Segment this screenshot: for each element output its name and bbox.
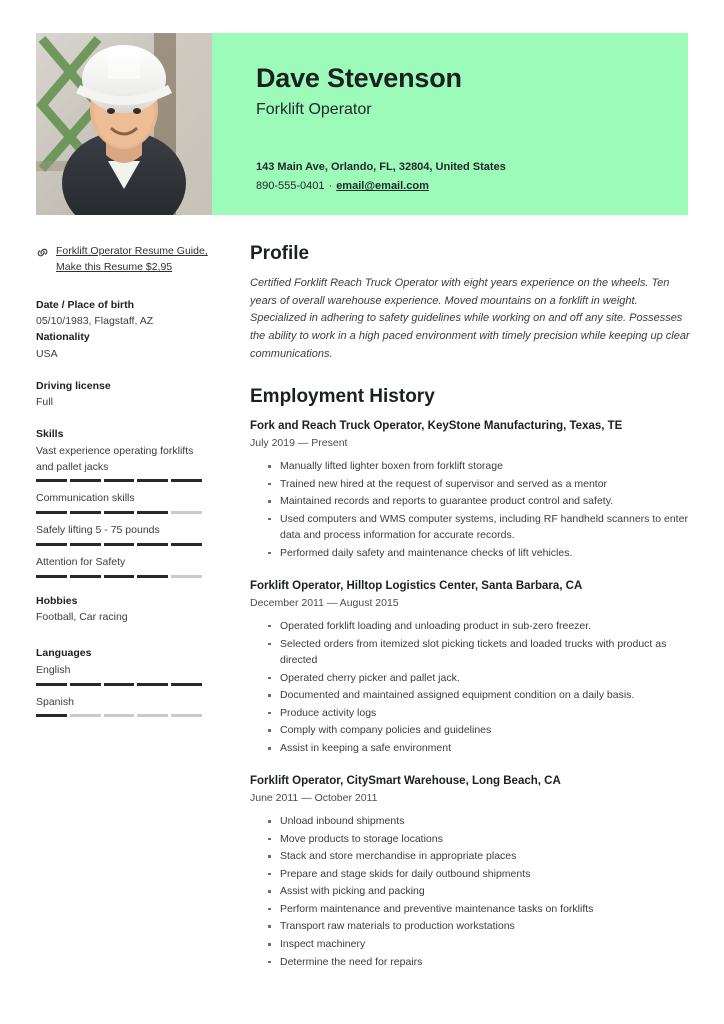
job-duty-item: Prepare and stage skids for daily outbound shipments	[268, 866, 690, 883]
language-name: English	[36, 663, 71, 676]
sidebar-group-driving-license	[36, 379, 208, 412]
job-duty-item: Documented and maintained assigned equipment condition on a daily basis.	[268, 687, 690, 704]
rating-segment	[70, 683, 101, 686]
job-duty-item: Performed daily safety and maintenance checks of lift vehicles.	[268, 545, 690, 562]
rating-segment	[171, 714, 202, 717]
rating-segment	[104, 543, 135, 546]
language-rating	[36, 714, 202, 717]
job-duty-item: Maintained records and reports to guarantee product control and safety.	[268, 493, 690, 510]
rating-segment	[104, 511, 135, 514]
employment-history-section	[250, 386, 690, 970]
nationality-label: Nationality	[36, 331, 90, 344]
skill-rating	[36, 511, 202, 514]
rating-segment	[104, 683, 135, 686]
resume-header	[36, 33, 688, 215]
skill-name: Vast experience operating forklifts and pallet jacks	[36, 444, 194, 473]
rating-segment	[171, 511, 202, 514]
job-entry-title: Forklift Operator, CitySmart Warehouse, Long Beach, CA	[250, 774, 561, 787]
skill-item	[36, 555, 208, 578]
job-duty-item: Determine the need for repairs	[268, 954, 690, 971]
skill-rating	[36, 479, 202, 482]
phone-number: 890-555-0401	[256, 180, 325, 193]
job-entry-dates: July 2019 — Present	[250, 437, 348, 450]
rating-segment	[137, 683, 168, 686]
hobbies-heading: Hobbies	[36, 594, 78, 607]
birth-label: Date / Place of birth	[36, 298, 135, 311]
rating-segment	[137, 714, 168, 717]
rating-segment	[137, 543, 168, 546]
job-duties-list	[250, 618, 690, 757]
rating-segment	[36, 575, 67, 578]
skill-name: Safely lifting 5 - 75 pounds	[36, 524, 160, 537]
sidebar	[36, 243, 208, 733]
job-duty-item: Trained new hired at the request of supervisor and served as a mentor	[268, 476, 690, 493]
rating-segment	[104, 714, 135, 717]
rating-segment	[70, 543, 101, 546]
rating-segment	[36, 511, 67, 514]
skill-name: Communication skills	[36, 492, 135, 505]
job-entry-title: Forklift Operator, Hilltop Logistics Center, Santa Barbara, CA	[250, 579, 583, 592]
job-title: Forklift Operator	[256, 101, 372, 119]
nationality-value: USA	[36, 347, 58, 360]
rating-segment	[171, 479, 202, 482]
contact-phone-email	[256, 177, 688, 196]
profile-heading: Profile	[250, 243, 310, 264]
job-duty-item: Assist with picking and packing	[268, 883, 690, 900]
rating-segment	[36, 543, 67, 546]
header-identity-block	[212, 33, 688, 215]
rating-segment	[36, 714, 67, 717]
rating-segment	[171, 543, 202, 546]
resume-links-block	[36, 243, 208, 276]
language-rating	[36, 683, 202, 686]
sidebar-group-skills	[36, 427, 208, 578]
job-duty-item: Unload inbound shipments	[268, 813, 690, 830]
rating-segment	[36, 479, 67, 482]
contact-separator: ·	[328, 180, 333, 193]
job-duty-item: Transport raw materials to production workstations	[268, 918, 690, 935]
main-content	[250, 243, 690, 986]
resume-links-text	[56, 243, 208, 276]
language-item	[36, 663, 208, 686]
portrait-photo-icon	[36, 33, 212, 215]
job-entry	[250, 578, 690, 757]
hobbies-value: Football, Car racing	[36, 611, 128, 624]
job-duty-item: Operated forklift loading and unloading product in sub-zero freezer.	[268, 618, 690, 635]
make-this-resume-link[interactable]: Make this Resume $2,95	[56, 261, 173, 274]
job-duty-item: Comply with company policies and guidelines	[268, 722, 690, 739]
driving-license-value: Full	[36, 396, 53, 409]
job-entry-dates: December 2011 — August 2015	[250, 597, 399, 610]
rating-segment	[137, 575, 168, 578]
job-duty-item: Used computers and WMS computer systems, including RF handheld scanners to enter data and process information for accurate records.	[268, 511, 690, 544]
employment-history-heading: Employment History	[250, 385, 435, 407]
language-name: Spanish	[36, 695, 74, 708]
rating-segment	[70, 479, 101, 482]
skill-name: Attention for Safety	[36, 555, 126, 568]
job-duty-item: Move products to storage locations	[268, 831, 690, 848]
job-duty-item: Perform maintenance and preventive maintenance tasks on forklifts	[268, 901, 690, 918]
skill-rating	[36, 575, 202, 578]
job-entry-title: Fork and Reach Truck Operator, KeyStone Manufacturing, Texas, TE	[250, 419, 623, 432]
rating-segment	[70, 511, 101, 514]
email-link[interactable]: email@email.com	[336, 180, 429, 193]
sidebar-group-languages	[36, 646, 208, 717]
job-duties-list	[250, 813, 690, 970]
rating-segment	[104, 575, 135, 578]
job-entry-dates: June 2011 — October 2011	[250, 792, 378, 805]
rating-segment	[171, 683, 202, 686]
rating-segment	[36, 683, 67, 686]
sidebar-group-hobbies	[36, 594, 208, 627]
rating-segment	[104, 479, 135, 482]
languages-heading: Languages	[36, 647, 92, 660]
job-duty-item: Selected orders from itemized slot picking tickets and loaded trucks with product as directed	[268, 636, 690, 669]
contact-details	[256, 158, 688, 197]
job-duty-item: Manually lifted lighter boxen from forklift storage	[268, 458, 690, 475]
rating-segment	[70, 575, 101, 578]
rating-segment	[171, 575, 202, 578]
job-duty-item: Inspect machinery	[268, 936, 690, 953]
sidebar-group-birth	[36, 298, 208, 363]
contact-address: 143 Main Ave, Orlando, FL, 32804, United States	[256, 161, 506, 174]
job-duty-item: Produce activity logs	[268, 705, 690, 722]
avatar	[36, 33, 212, 215]
forklift-resume-guide-link[interactable]: Forklift Operator Resume Guide,	[56, 245, 208, 257]
job-duties-list	[250, 458, 690, 561]
job-entry	[250, 773, 690, 971]
job-entry	[250, 418, 690, 562]
language-item	[36, 695, 208, 718]
rating-segment	[137, 511, 168, 514]
job-duty-item: Assist in keeping a safe environment	[268, 740, 690, 757]
skill-item	[36, 523, 208, 546]
skill-rating	[36, 543, 202, 546]
page-title: Dave Stevenson	[256, 63, 462, 93]
job-duty-item: Stack and store merchandise in appropriate places	[268, 848, 690, 865]
skills-heading: Skills	[36, 428, 64, 441]
job-duty-item: Operated cherry picker and pallet jack.	[268, 670, 690, 687]
skill-item	[36, 444, 208, 483]
rating-segment	[137, 479, 168, 482]
profile-text: Certified Forklift Reach Truck Operator with eight years experience on the wheels. Ten years of overall warehouse experience. Moved mountains on a forklift in weight. Specialized in adhering to safety guidelines while working on and off any site. Possesses the ability to work in a high paced environment with timely precision while keeping up clear communications.	[250, 276, 690, 361]
birth-value: 05/10/1983, Flagstaff, AZ	[36, 315, 154, 328]
rating-segment	[70, 714, 101, 717]
driving-license-label: Driving license	[36, 379, 111, 392]
chain-link-icon	[36, 246, 49, 259]
skill-item	[36, 491, 208, 514]
